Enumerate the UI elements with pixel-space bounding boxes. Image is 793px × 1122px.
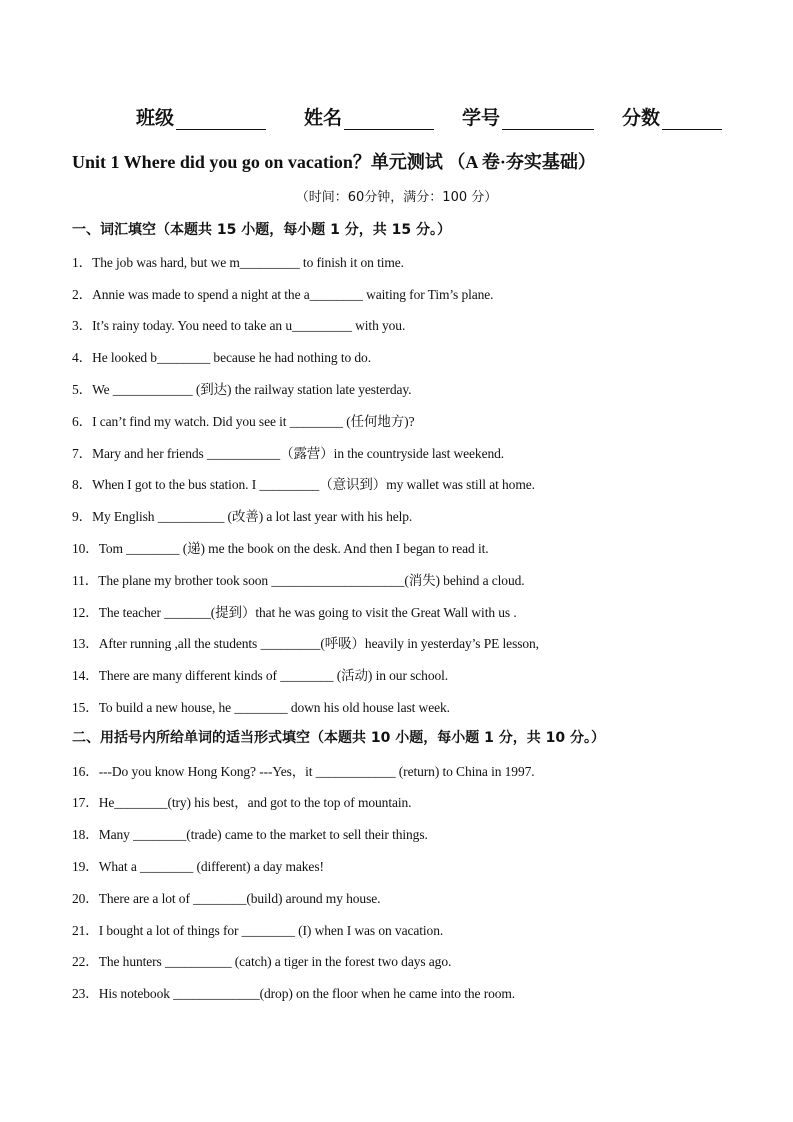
question-number: 6．: [72, 414, 93, 429]
question-text: I bought a lot of things for ________ (I) when I was on vacation.: [98, 923, 444, 938]
question-number: 10．: [72, 541, 99, 556]
class-label: 班级: [136, 107, 175, 129]
class-blank[interactable]: [176, 109, 266, 130]
question-number: 15．: [72, 700, 99, 715]
question-number: 7．: [72, 446, 93, 461]
question-number: 12．: [72, 605, 99, 620]
question-item: [72, 791, 411, 811]
question-text: He________(try) his best，and got to the top of mountain.: [98, 795, 412, 810]
question-number: 17．: [72, 795, 99, 810]
question-item: [72, 950, 451, 970]
question-item: [72, 569, 525, 589]
question-item: [72, 251, 404, 271]
question-item: [72, 410, 414, 430]
question-text: The plane my brother took soon ____________________(消失) behind a cloud.: [98, 573, 525, 588]
question-item: [72, 823, 428, 843]
question-text: It’s rainy today. You need to take an u_________ with you.: [92, 318, 406, 333]
student-id-field[interactable]: [462, 103, 594, 130]
question-number: 16．: [72, 764, 99, 779]
score-label: 分数: [622, 107, 661, 129]
question-number: 11．: [72, 573, 99, 588]
name-label: 姓名: [304, 107, 343, 129]
question-number: 8．: [72, 477, 93, 492]
question-text: Annie was made to spend a night at the a________ waiting for Tim’s plane.: [92, 287, 494, 302]
question-number: 18．: [72, 827, 99, 842]
question-text: What a ________ (different) a day makes!: [98, 859, 324, 874]
question-text: After running ,all the students _________(呼吸）heavily in yesterday’s PE lesson,: [98, 636, 539, 651]
question-number: 13．: [72, 636, 99, 651]
question-item: [72, 537, 489, 557]
question-text: We ____________ (到达) the railway station late yesterday.: [92, 382, 412, 397]
question-item: [72, 632, 539, 652]
question-text: My English __________ (改善) a lot last year with his help.: [92, 509, 413, 524]
question-item: [72, 887, 380, 907]
question-text: His notebook _____________(drop) on the floor when he came into the room.: [98, 986, 516, 1001]
question-number: 14．: [72, 668, 99, 683]
question-number: 4．: [72, 350, 93, 365]
question-number: 23．: [72, 986, 99, 1001]
question-item: [72, 919, 443, 939]
question-text: The teacher _______(提到）that he was going to visit the Great Wall with us .: [98, 605, 517, 620]
question-item: [72, 855, 324, 875]
question-item: [72, 696, 450, 716]
exam-time-info: （时间：60分钟，满分：100 分）: [295, 190, 498, 205]
question-text: The job was hard, but we m_________ to finish it on time.: [92, 255, 404, 270]
question-number: 19．: [72, 859, 99, 874]
question-item: [72, 314, 405, 334]
question-number: 9．: [72, 509, 93, 524]
question-text: To build a new house, he ________ down his old house last week.: [98, 700, 450, 715]
question-text: There are a lot of ________(build) around my house.: [98, 891, 381, 906]
question-item: [72, 760, 535, 780]
section-heading-word-forms: 二、用括号内所给单词的适当形式填空（本题共 10 小题，每小题 1 分，共 10 分。）: [72, 730, 605, 746]
question-text: I can’t find my watch. Did you see it ________ (任何地方)?: [92, 414, 415, 429]
student-id-label: 学号: [462, 107, 501, 129]
name-blank[interactable]: [344, 109, 434, 130]
question-item: [72, 442, 504, 462]
class-field[interactable]: [136, 103, 266, 130]
page-title: Unit 1 Where did you go on vacation？单元测试 （A 卷·夯实基础）: [72, 152, 596, 172]
name-field[interactable]: [304, 103, 434, 130]
question-item: [72, 982, 515, 1002]
question-item: [72, 505, 412, 525]
question-number: 21．: [72, 923, 99, 938]
question-number: 2．: [72, 287, 93, 302]
question-text: When I got to the bus station. I _________（意识到）my wallet was still at home.: [92, 477, 535, 492]
question-number: 5．: [72, 382, 93, 397]
student-id-blank[interactable]: [502, 109, 594, 130]
question-item: [72, 664, 448, 684]
question-number: 22．: [72, 954, 99, 969]
student-info-row: [0, 103, 793, 129]
question-number: 3．: [72, 318, 93, 333]
question-item: [72, 283, 493, 303]
question-item: [72, 346, 371, 366]
question-text: Many ________(trade) came to the market to sell their things.: [98, 827, 428, 842]
question-item: [72, 473, 535, 493]
question-item: [72, 601, 517, 621]
question-text: There are many different kinds of ________ (活动) in our school.: [98, 668, 449, 683]
question-text: ---Do you know Hong Kong? ---Yes，it ____________ (return) to China in 1997.: [98, 764, 535, 779]
question-text: He looked b________ because he had nothing to do.: [92, 350, 371, 365]
section-heading-vocabulary: 一、词汇填空（本题共 15 小题，每小题 1 分，共 15 分。）: [72, 222, 451, 238]
question-number: 20．: [72, 891, 99, 906]
question-text: Tom ________ (递) me the book on the desk. And then I began to read it.: [98, 541, 489, 556]
question-number: 1．: [72, 255, 93, 270]
score-field[interactable]: [622, 103, 722, 130]
question-item: [72, 378, 411, 398]
question-text: The hunters __________ (catch) a tiger in the forest two days ago.: [98, 954, 452, 969]
score-blank[interactable]: [662, 109, 722, 130]
question-text: Mary and her friends ___________（露营）in the countryside last weekend.: [92, 446, 505, 461]
